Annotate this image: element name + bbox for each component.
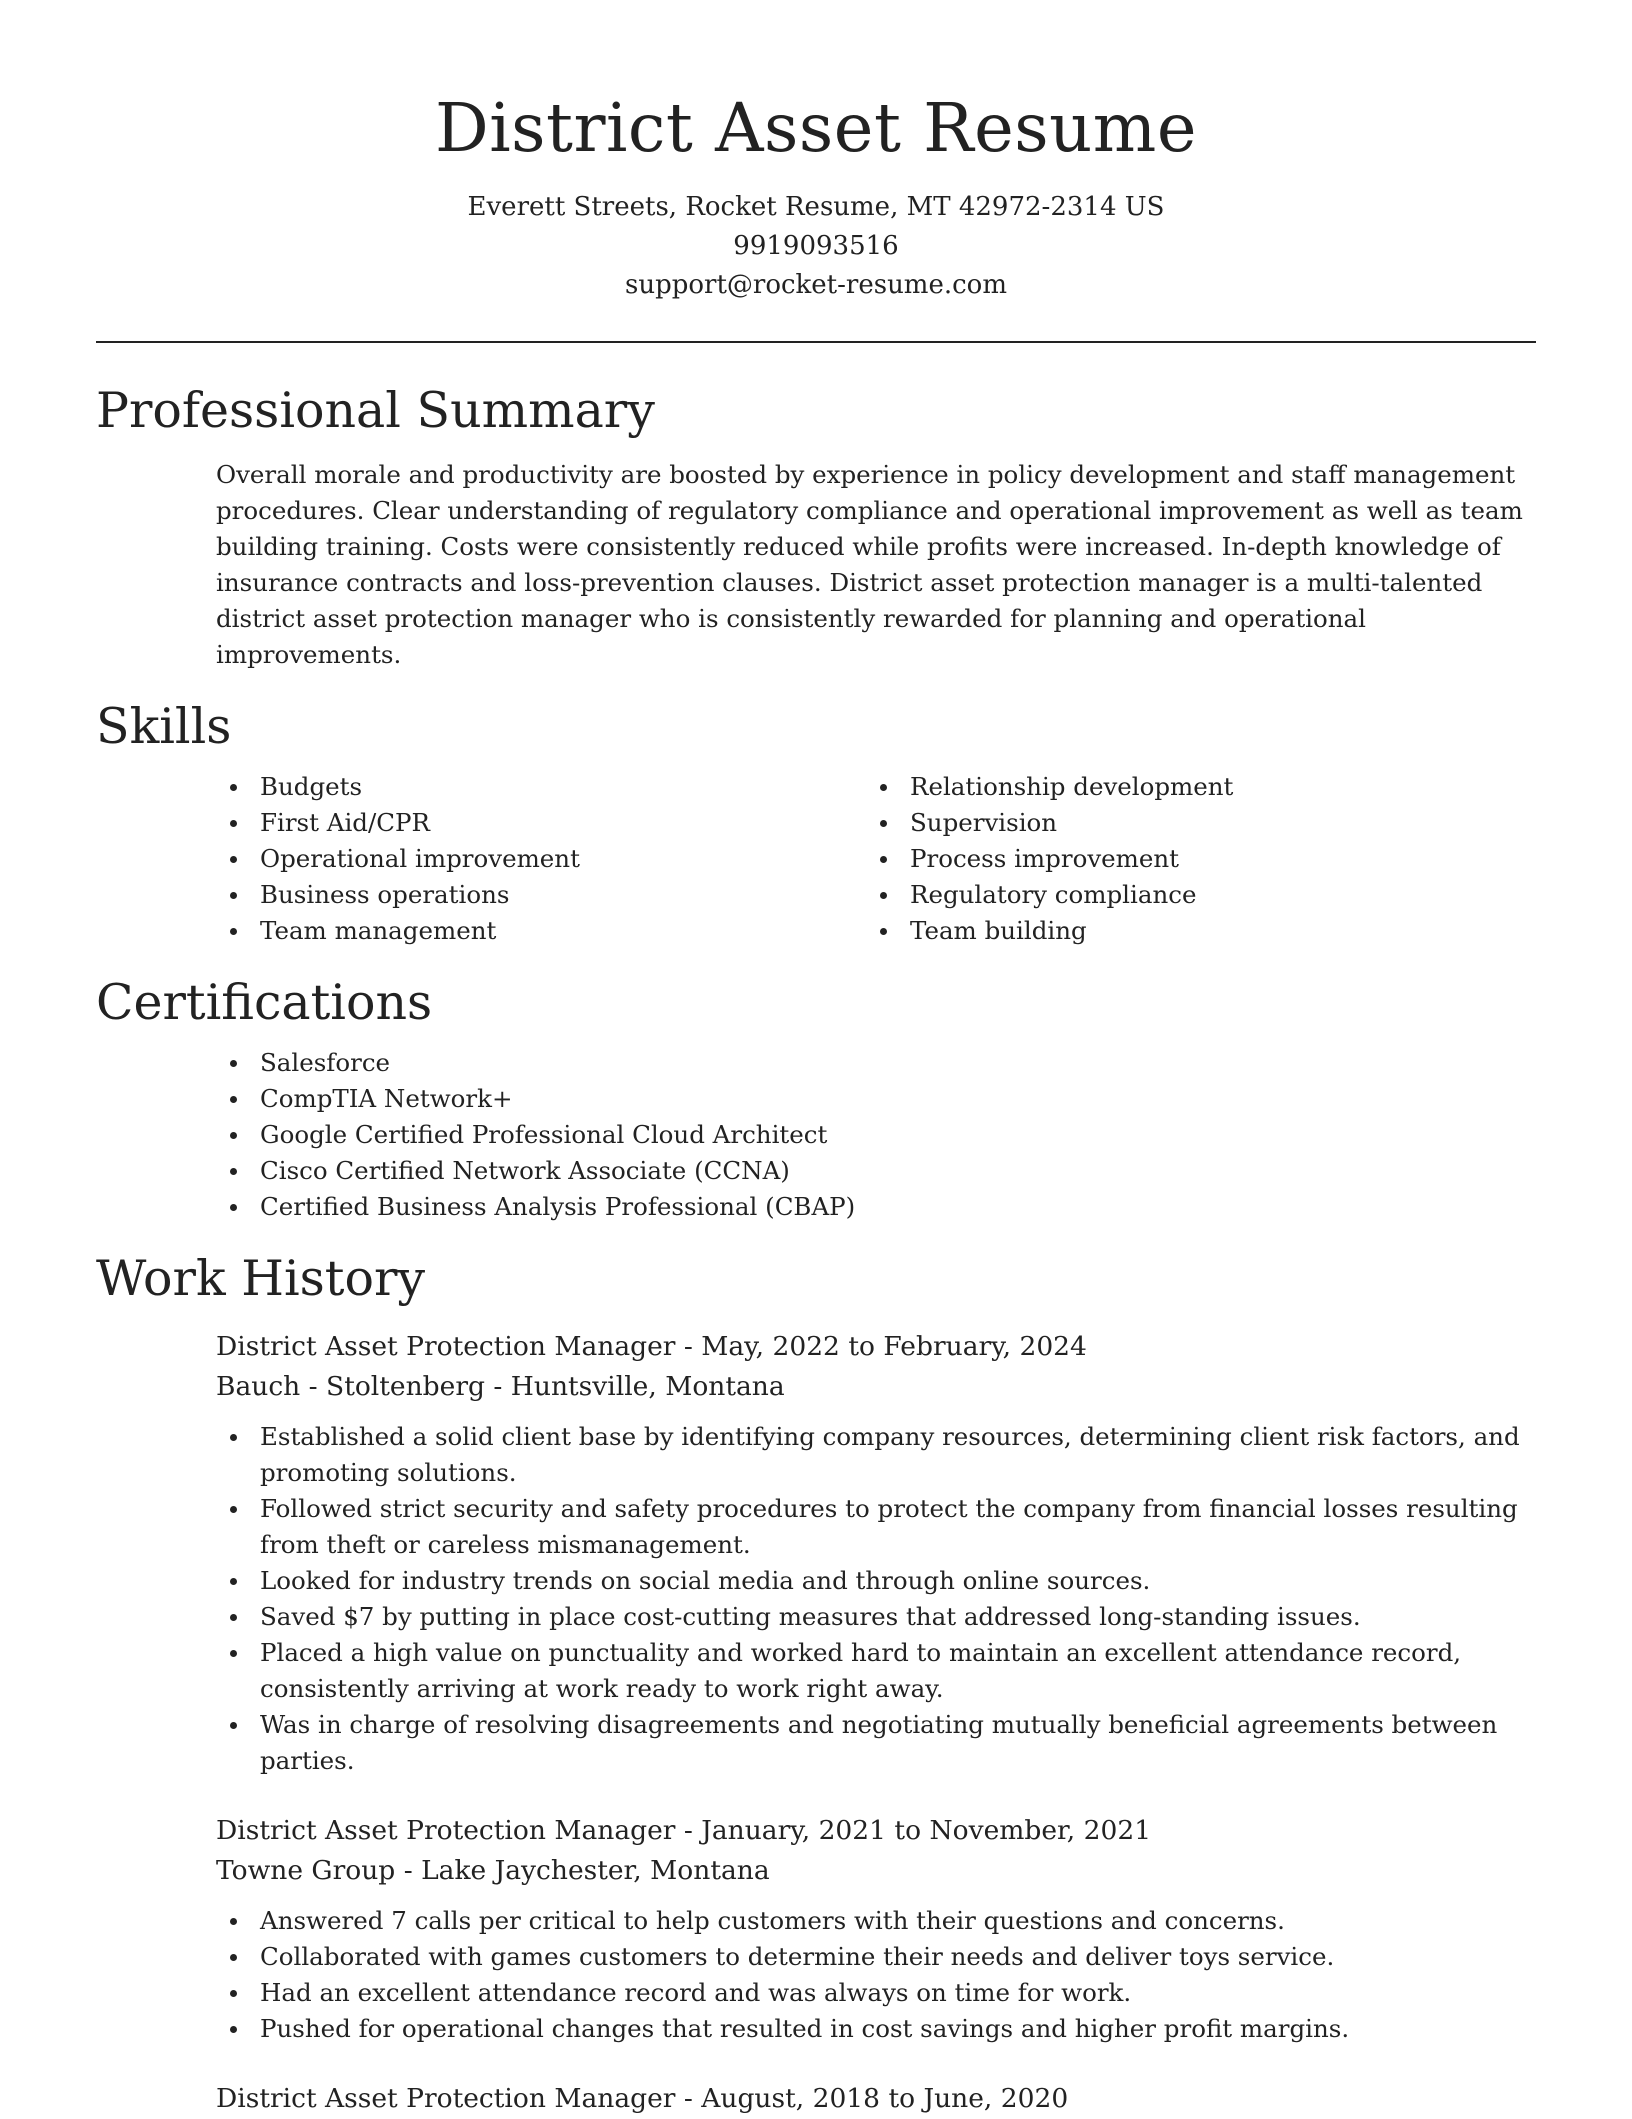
job-role: District Asset Protection Manager — [216, 2083, 676, 2114]
list-item: CompTIA Network+ — [216, 1081, 1536, 1117]
list-item: Was in charge of resolving disagreements and negotiating mutually beneficial agreements between parties. — [216, 1707, 1536, 1779]
skills-heading: Skills — [96, 698, 232, 755]
list-item: Had an excellent attendance record and was always on time for work. — [216, 1975, 1536, 2011]
job-company-line: Towne Group - Lake Jaychester, Montana — [216, 1855, 770, 1886]
list-item: Team building — [866, 913, 1516, 949]
job-title-line: District Asset Protection Manager - August, 2018 to June, 2020 — [216, 2083, 1069, 2114]
header-divider — [96, 341, 1536, 343]
list-item: Budgets — [216, 769, 866, 805]
job-entry — [0, 1327, 1632, 1779]
list-item: First Aid/CPR — [216, 805, 866, 841]
job-company: Towne Group — [216, 1855, 396, 1886]
list-item: Saved $7 by putting in place cost-cutting measures that addressed long-standing issues. — [216, 1599, 1536, 1635]
skills-column-left — [216, 769, 866, 949]
job-dates: May, 2022 to February, 2024 — [701, 1331, 1087, 1362]
list-item: Looked for industry trends on social media and through online sources. — [216, 1563, 1536, 1599]
job-bullets — [216, 1419, 1536, 1779]
job-company: Bauch - Stoltenberg — [216, 1371, 485, 1402]
list-item: Operational improvement — [216, 841, 866, 877]
phone-number: 9919093516 — [733, 231, 899, 261]
resume-header — [0, 0, 1632, 305]
summary-text: Overall morale and productivity are boosted by experience in policy development and staff management procedures. Clear understanding of regulatory compliance and operational improvement as well as team building training. Costs were consistently reduced while profits were increased. In-depth knowledge of insurance contracts and loss-prevention clauses. District asset protection manager is a multi-talented district asset protection manager who is consistently rewarded for planning and operational improvements. — [216, 460, 1523, 669]
list-item: Collaborated with games customers to determine their needs and deliver toys service. — [216, 1939, 1536, 1975]
job-company-line: Bauch - Stoltenberg - Huntsville, Montana — [216, 1371, 785, 1402]
list-item: Cisco Certified Network Associate (CCNA) — [216, 1153, 1536, 1189]
list-item: Placed a high value on punctuality and worked hard to maintain an excellent attendance record, consistently arriving at work ready to work right away. — [216, 1635, 1536, 1707]
job-title-line: District Asset Protection Manager - January, 2021 to November, 2021 — [216, 1815, 1152, 1846]
list-item: Followed strict security and safety procedures to protect the company from financial losses resulting from theft or careless mismanagement. — [216, 1491, 1536, 1563]
list-item: Supervision — [866, 805, 1516, 841]
skills-list — [216, 769, 1632, 949]
job-entry — [0, 1811, 1632, 2047]
list-item: Answered 7 calls per critical to help customers with their questions and concerns. — [216, 1903, 1536, 1939]
list-item: Pushed for operational changes that resulted in cost savings and higher profit margins. — [216, 2011, 1536, 2047]
list-item: Google Certified Professional Cloud Architect — [216, 1117, 1536, 1153]
resume-title: District Asset Resume — [435, 89, 1197, 167]
list-item: Certified Business Analysis Professional (CBAP) — [216, 1189, 1536, 1225]
address: Everett Streets, Rocket Resume, MT 42972-2314 US — [467, 192, 1165, 222]
job-location: Lake Jaychester, Montana — [421, 1855, 770, 1886]
job-title-line: District Asset Protection Manager - May, 2022 to February, 2024 — [216, 1331, 1087, 1362]
job-role: District Asset Protection Manager — [216, 1331, 676, 1362]
summary-heading: Professional Summary — [96, 382, 655, 439]
list-item: Relationship development — [866, 769, 1516, 805]
certifications-heading: Certifications — [96, 974, 433, 1031]
job-entry — [0, 2079, 1632, 2119]
list-item: Established a solid client base by identifying company resources, determining client risk factors, and promoting solutions. — [216, 1419, 1536, 1491]
list-item: Process improvement — [866, 841, 1516, 877]
work-history-heading: Work History — [96, 1250, 426, 1307]
list-item: Business operations — [216, 877, 866, 913]
certifications-list — [216, 1045, 1536, 1225]
list-item: Regulatory compliance — [866, 877, 1516, 913]
list-item: Salesforce — [216, 1045, 1536, 1081]
job-location: Huntsville, Montana — [510, 1371, 785, 1402]
job-dates: August, 2018 to June, 2020 — [701, 2083, 1069, 2114]
list-item: Team management — [216, 913, 866, 949]
job-bullets — [216, 1903, 1536, 2047]
job-dates: January, 2021 to November, 2021 — [701, 1815, 1152, 1846]
skills-column-right — [866, 769, 1516, 949]
email-address: support@rocket-resume.com — [624, 270, 1007, 300]
job-role: District Asset Protection Manager — [216, 1815, 676, 1846]
